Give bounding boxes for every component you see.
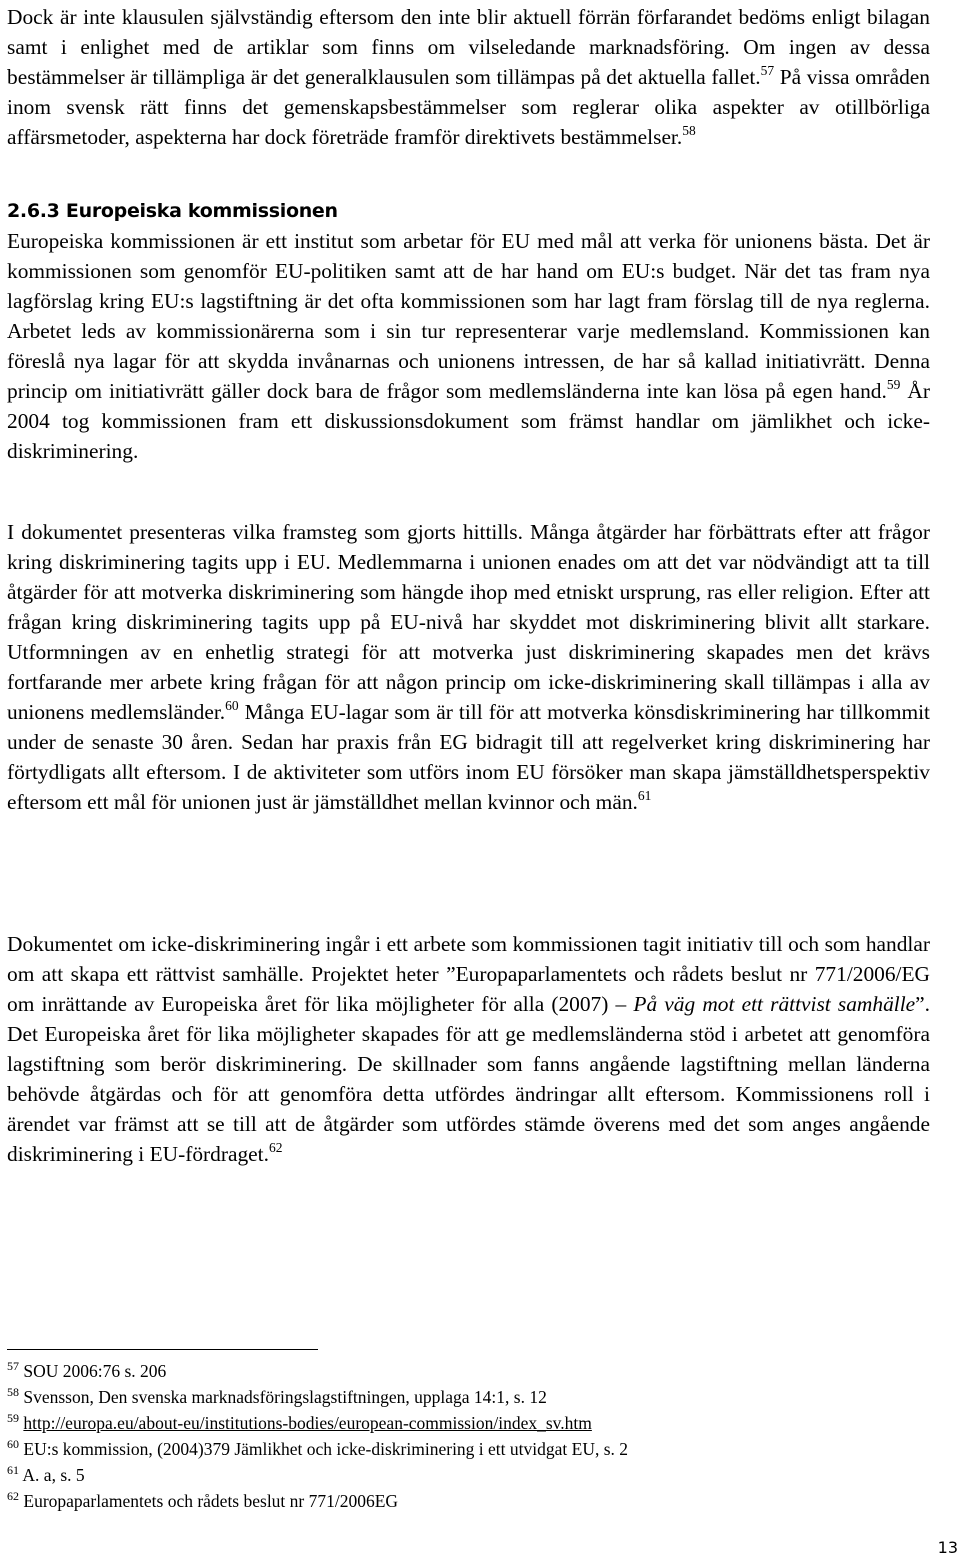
footnote-ref-57[interactable]: 57 xyxy=(760,63,775,78)
footnote-59: $^{59}$ http://europa.eu/about-eu/institutions-bodies/european-commission/index_sv.htm xyxy=(7,1411,592,1433)
section-heading: 2.6.3 Europeiska kommissionen xyxy=(7,200,338,222)
footnote-60: $^{60}$ EU:s kommission, (2004)379 Jämlikhet och icke-diskriminering i ett utvidgat EU, s. 2 xyxy=(7,1437,629,1459)
footnote-link[interactable]: http://europa.eu/about-eu/institutions-bodies/european-commission/index_sv.htm xyxy=(23,1413,592,1433)
footnote-ref-62[interactable]: 62 xyxy=(268,1140,283,1155)
footnote-62: $^{62}$ Europaparlamentets och rådets beslut nr 771/2006EG xyxy=(7,1489,399,1511)
footnote-58: $^{58}$ Svensson, Den svenska marknadsföringslagstiftningen, upplaga 14:1, s. 12 xyxy=(7,1385,547,1407)
footnote-divider xyxy=(7,1349,318,1350)
footnote-ref-61[interactable]: 61 xyxy=(637,788,652,803)
footnote-ref-59[interactable]: 59 xyxy=(886,377,901,392)
paragraph-equal-opportunities: Dokumentet om icke-diskriminering ingår i ett arbete som kommissionen tagit initiativ till och som handlar om att skapa ett rättvist samhälle. Projektet heter ”Europaparlamentets och rådets beslut nr 771/2006/EG om inrättande av Europeiska året för lika möjligheter för alla (2007) – På väg mot ett rättvist samhälle”. Det Europeiska året för lika möjligheter skapades för att ge medlemsländerna stöd i arbetet att genomföra lagstiftning som berör diskriminering. De skillnader som fanns angående lagstiftning mellan länderna behövde åtgärdas och för att genomföra detta utfördes ändringar allt eftersom. Kommissionens roll i ärendet var främst att se till att de åtgärder som utfördes stämde överens med det som anges angående diskriminering i EU-fördraget.$^{62}$ xyxy=(7,932,930,1166)
paragraph-discrimination: I dokumentet presenteras vilka framsteg som gjorts hittills. Många åtgärder har förbättrats efter att frågor kring diskriminering tagits upp i EU. Medlemmarna i unionen enades om att det var nödvändigt att ta till åtgärder för att motverka diskriminering som hängde ihop med etniskt ursprung, ras eller religion. Efter att frågan kring diskriminering tagits upp på EU-nivå har skyddet mot diskriminering blivit allt starkare. Utformningen av en enhetlig strategi för att motverka just diskriminering skapades men det krävs fortfarande mer arbete kring frågan för att någon princip om icke-diskriminering skall tillämpas i alla av unionens medlemsländer.$^{60}$ Många EU-lagar som är till för att motverka könsdiskriminering har tillkommit under de senaste 30 åren. Sedan har praxis från EG bidragit till att regelverket kring diskriminering har förtydligats allt eftersom. I de aktiviteter som utförs inom EU försöker man skapa jämställdhetsperspektiv eftersom ett mål för unionen just är jämställdhet mellan kvinnor och män.$^{61}$ xyxy=(7,520,930,814)
page-number: 13 xyxy=(937,1538,958,1557)
paragraph-general-clause: Dock är inte klausulen självständig eftersom den inte blir aktuell förrän förfarandet bedöms enligt bilagan samt i enlighet med de artiklar som finns om vilseledande marknadsföring. Om ingen av dessa bestämmelser är tillämpliga är det generalklausulen som tillämpas på det aktuella fallet.$^{57}$ På vissa områden inom svensk rätt finns det gemenskapsbestämmelser som reglerar olika aspekter av otillbörliga affärsmetoder, aspekterna har dock företräde framför direktivets bestämmelser.$^{58}$ xyxy=(7,5,930,149)
footnote-57: $^{57}$ SOU 2006:76 s. 206 xyxy=(7,1359,167,1381)
footnotes xyxy=(7,1358,930,1514)
paragraph-commission: Europeiska kommissionen är ett institut som arbetar för EU med mål att verka för unionens bästa. Det är kommissionen som genomför EU-politiken samt att de har hand om EU:s budget. När det tas fram nya lagförslag kring EU:s lagstiftning är det ofta kommissionen som har lagt fram förslag till de nya reglerna. Arbetet leds av kommissionärerna som i sin tur representerar varje medlemsland. Kommissionen kan föreslå nya lagar för att skydda invånarnas och unionens intressen, de har så kallad initiativrätt. Denna princip om initiativrätt gäller dock bara de frågor som medlemsländerna inte kan lösa på egen hand.$^{59}$ År 2004 tog kommissionen fram ett diskussionsdokument som främst handlar om jämlikhet och icke-diskriminering. xyxy=(7,229,930,463)
footnote-ref-58[interactable]: 58 xyxy=(682,123,696,138)
italic-title: På väg mot ett rättvist samhälle xyxy=(633,992,916,1016)
footnote-ref-60[interactable]: 60 xyxy=(225,698,239,713)
footnote-61: $^{61}$ A. a, s. 5 xyxy=(7,1463,85,1485)
